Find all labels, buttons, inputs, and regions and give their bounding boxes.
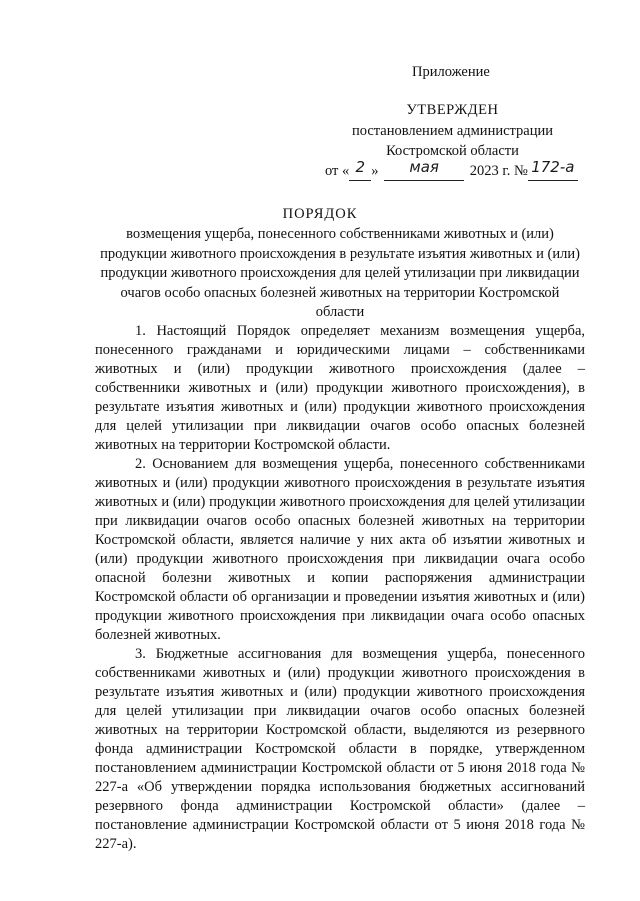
date-prefix: от « bbox=[325, 163, 350, 179]
document-number-field bbox=[528, 158, 578, 181]
date-day-handwritten: 2 bbox=[355, 158, 366, 176]
document-body bbox=[95, 322, 585, 854]
date-month-field bbox=[384, 158, 464, 181]
document-number-handwritten: 172-а bbox=[531, 158, 575, 176]
paragraph-3: 3. Бюджетные ассигнования для возмещения ущерба, понесенного собственниками животных и (или) продукции животного происхождения в результате изъятия животных и (или) продукции животного происхождения для целей утилизации при ликвидации очагов особо опасных болезней животных на территории Костромской области, выделяются из резервного фонда администрации Костромской области в порядке, утвержденном постановлением администрации Костромской области от 5 июня 2018 года № 227-а «Об утверждении порядка использования бюджетных ассигнований резервного фонда администрации Костромской области» (далее – постановление администрации Костромской области от 5 июня 2018 года № 227-а). bbox=[95, 646, 585, 852]
date-month-handwritten: мая bbox=[409, 158, 439, 176]
document-subtitle: возмещения ущерба, понесенного собственниками животных и (или) продукции животного происхождения в результате изъятия животных и (или) продукции животного происхождения для целей утилизации при ликвидации очагов особо опасных болезней животных на территории Костромской области bbox=[100, 226, 580, 320]
approval-line-2: Костромской области bbox=[386, 143, 519, 159]
date-mid: » bbox=[371, 163, 379, 179]
paragraph-1: 1. Настоящий Порядок определяет механизм возмещения ущерба, понесенного гражданами и юридическими лицами – собственниками животных и (или) продукции животного происхождения (далее – собственники животных и (или) продукции животного происхождения), в результате изъятия животных и (или) продукции животного происхождения для целей утилизации при ликвидации очагов особо опасных болезней животных на территории Костромской области. bbox=[95, 323, 585, 453]
date-year-text: 2023 г. № bbox=[469, 163, 528, 179]
approval-line-1: постановлением администрации bbox=[351, 123, 554, 139]
approval-block bbox=[330, 100, 575, 161]
appendix-label: Приложение bbox=[412, 64, 490, 80]
approval-title: УТВЕРЖДЕН bbox=[406, 102, 499, 118]
document-title: ПОРЯДОК bbox=[282, 206, 358, 222]
date-day-field bbox=[349, 158, 371, 181]
approval-date-line bbox=[325, 158, 578, 181]
paragraph-2: 2. Основанием для возмещения ущерба, понесенного собственниками животных и (или) продукции животного происхождения в результате изъятия животных и (или) продукции животного происхождения для целей утилизации при ликвидации очагов особо опасных болезней животных на территории Костромской области, является наличие у них акта об изъятии животных и (или) продукции животного происхождения при ликвидации очага особо опасной болезни животных и копии распоряжения администрации Костромской области об организации и проведении изъятия животных и (или) продукции животного происхождения при ликвидации очага особо опасных болезней животных. bbox=[95, 456, 585, 643]
